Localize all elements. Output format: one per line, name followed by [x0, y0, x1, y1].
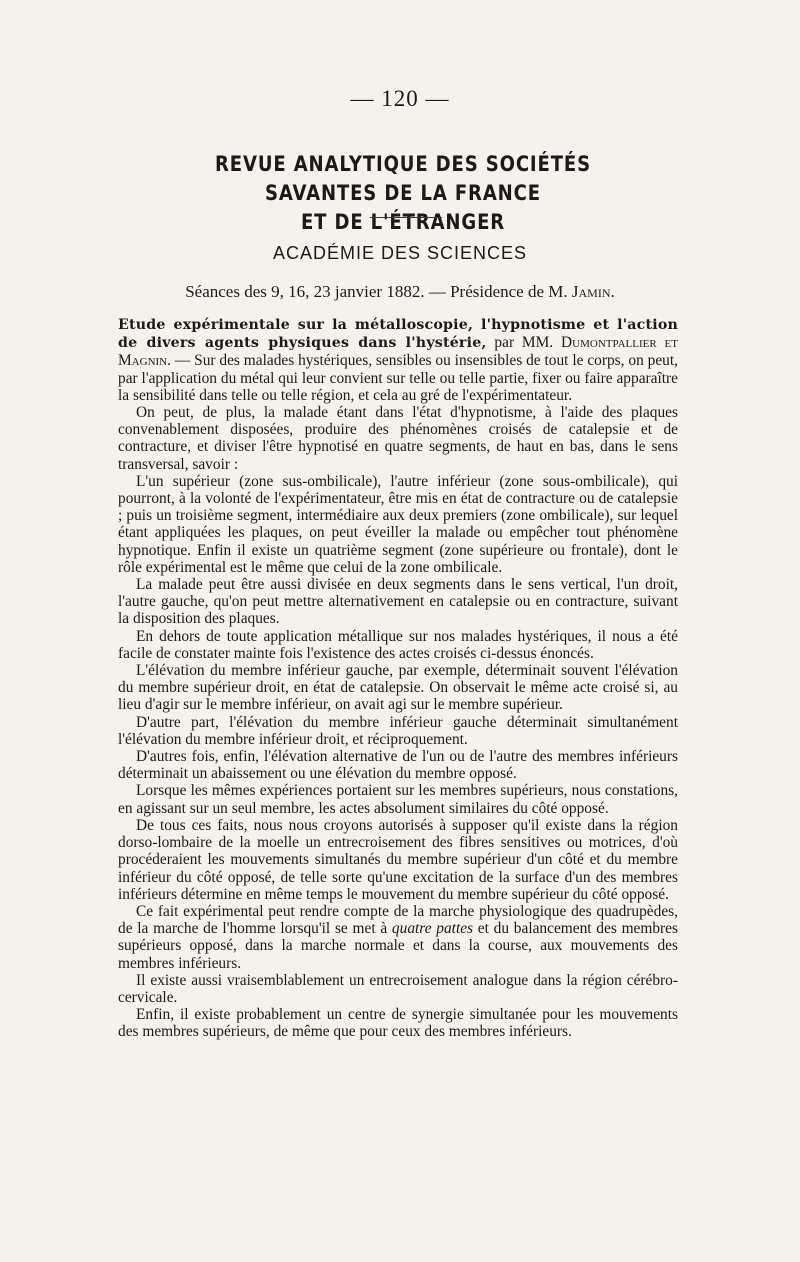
- paragraph: On peut, de plus, la malade étant dans l'état d'hypnotisme, à l'aide des plaques convenablement disposées, produire des phénomènes croisés de catalepsie et de contracture, et diviser l'être hypnotisé en quatre segments, de haut en bas, dans le sens transversal, savoir :: [118, 404, 678, 473]
- paragraph: En dehors de toute application métallique sur nos malades hystériques, il nous a été facile de constater mainte fois l'existence des actes croisés ci-dessus énoncés.: [118, 627, 678, 662]
- article-lead-paragraph: [118, 316, 678, 404]
- article-body: [118, 316, 678, 1041]
- sessions-line: [0, 282, 800, 302]
- sessions-text: Séances des 9, 16, 23 janvier 1882. — Présidence de M.: [185, 282, 568, 301]
- paragraph: L'un supérieur (zone sus-ombilicale), l'autre inférieur (zone sous-ombilicale), qui pourront, à la volonté de l'expérimentateur, être mis en état de contracture ou de catalepsie ; puis un troisième segment, intermédiaire aux deux premiers (zone ombilicale), sur lequel étant appliquées les plaques, on peut éveiller la malade ou empêcher tout phénomène hypnotique. Enfin il existe un quatrième segment (zone supérieure ou frontale), dont le rôle expérimental est le même que celui de la zone ombilicale.: [118, 472, 678, 576]
- italic-phrase: quatre pattes: [391, 920, 474, 938]
- journal-title: [158, 150, 648, 237]
- article-title: Etude expérimentale sur la métalloscopie, l'hypnotisme et l'action de divers agents physiques dans l'hystérie,: [118, 317, 678, 352]
- paragraph: L'élévation du membre inférieur gauche, par exemple, déterminait souvent l'élévation du membre supérieur droit, en état de catalepsie. On observait le même acte croisé si, au lieu d'agir sur le membre inférieur, on avait agi sur le membre supérieur.: [118, 662, 678, 714]
- section-title: ACADÉMIE DES SCIENCES: [272, 243, 528, 263]
- paragraph: Lorsque les mêmes expériences portaient sur les membres supérieurs, nous constations, en agissant sur un seul membre, les actes absolument similaires du côté opposé.: [118, 782, 678, 817]
- paragraph: Il existe aussi vraisemblablement un entrecroisement analogue dans la région cérébro-cervicale.: [118, 971, 678, 1006]
- article-by: par MM.: [486, 334, 562, 352]
- article-lead-text: — Sur des malades hystériques, sensibles ou insensibles de tout le corps, on peut, par l'application du métal qui leur convient sur telle ou telle partie, fixer ou faire apparaître la sensibilité dans telle ou telle région, et cela au gré de l'expérimentateur.: [118, 352, 678, 404]
- journal-title-line-2: ET DE L'ÉTRANGER: [300, 210, 506, 234]
- paragraph-text: et du balancement des membres supérieurs opposé, dans la marche normale et dans la course, aux mouvements des membres inférieurs.: [118, 920, 678, 972]
- page-number: — 120 —: [350, 86, 450, 111]
- paragraph: Enfin, il existe probablement un centre de synergie simultanée pour les mouvements des membres supérieurs, de même que pour ceux des membres inférieurs.: [118, 1006, 678, 1041]
- paragraph: La malade peut être aussi divisée en deux segments dans le sens vertical, l'un droit, l'autre gauche, qu'on peut mettre alternativement en catalepsie ou en contracture, suivant la disposition des plaques.: [118, 576, 678, 628]
- paragraph: D'autres fois, enfin, l'élévation alternative de l'un ou de l'autre des membres inférieurs déterminait un abaissement ou une élévation du membre opposé.: [118, 748, 678, 783]
- paragraph-text: Ce fait expérimental peut rendre compte de la marche physiologique des quadrupèdes, de la marche de l'homme lorsqu'il se met à: [118, 902, 678, 938]
- journal-title-line-1: REVUE ANALYTIQUE DES SOCIÉTÉS SAVANTES DE LA FRANCE: [215, 152, 591, 205]
- paragraph: De tous ces faits, nous nous croyons autorisés à supposer qu'il existe dans la région dorso-lombaire de la moelle un entrecroisement des fibres sensitives ou motrices, d'où procéderaient les mouvements simultanés du membre supérieur d'un côté et du membre inférieur du côté opposé, de telle sorte qu'une excitation de la surface d'un des membres inférieurs détermine en même temps le mouvement du membre supérieur du côté opposé.: [118, 816, 678, 903]
- paragraph: D'autre part, l'élévation du membre inférieur gauche déterminait simultanément l'élévation du membre inférieur droit, et réciproquement.: [118, 713, 678, 748]
- title-divider: [370, 217, 442, 218]
- paragraph-quadrupeds: [118, 903, 678, 972]
- article-authors: Dumontpallier et Magnin.: [118, 334, 678, 370]
- president-name: Jamin.: [571, 282, 615, 301]
